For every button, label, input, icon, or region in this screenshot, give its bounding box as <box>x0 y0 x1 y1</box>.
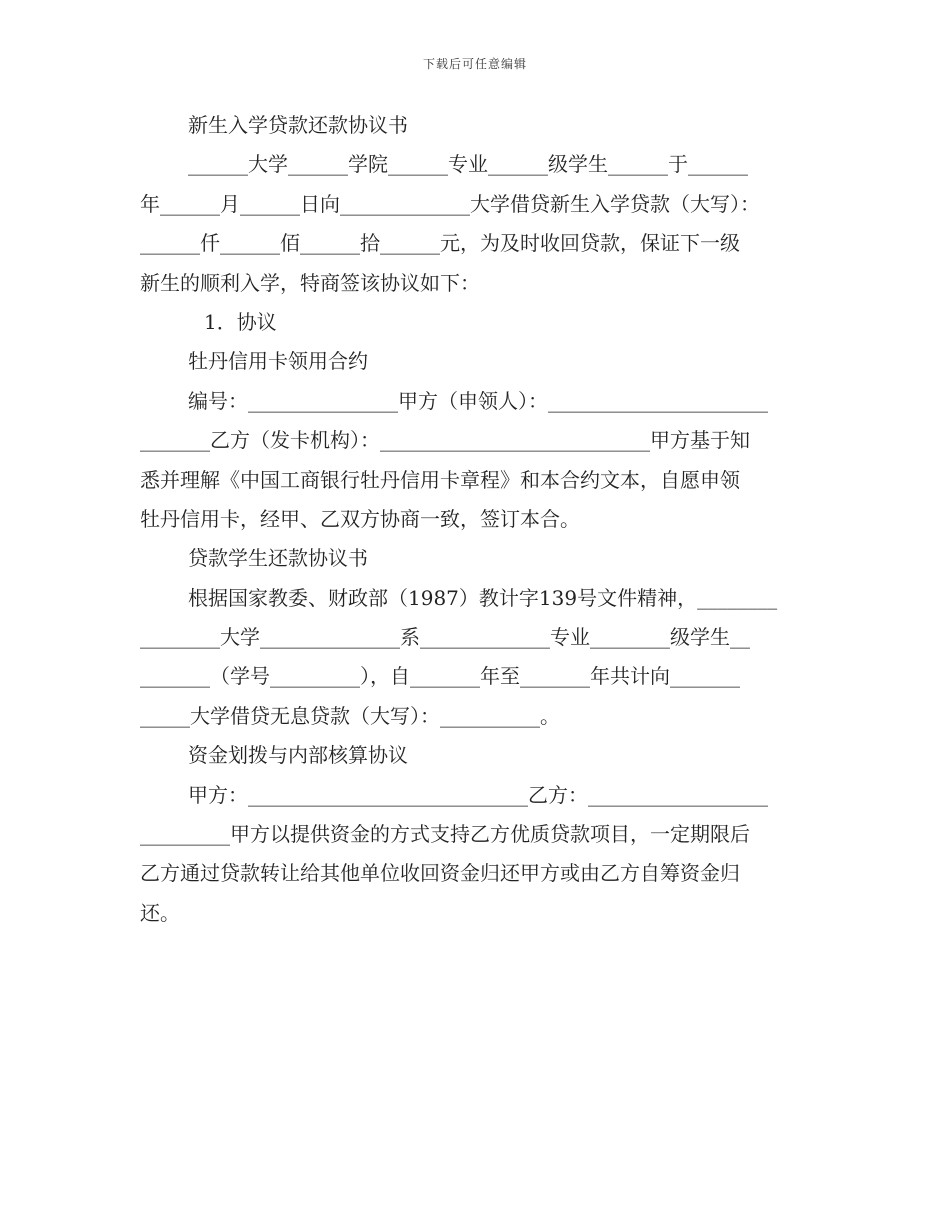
paragraph-line: 编号：_______________甲方（申领人）：______________________ <box>188 388 768 413</box>
paragraph-line: 甲方：____________________________乙方：__________________ <box>188 782 768 807</box>
paragraph-line: 悉并理解《中国工商银行牡丹信用卡章程》和本合约文本，自愿申领 <box>140 467 740 492</box>
paragraph-line: 年______月______日向_____________大学借贷新生入学贷款（大写）： <box>140 191 760 216</box>
paragraph-line: _________甲方以提供资金的方式支持乙方优质贷款项目，一定期限后 <box>140 822 750 847</box>
heading-peony-credit-card-contract: 牡丹信用卡领用合约 <box>188 349 368 374</box>
header-note: 下载后可任意编辑 <box>422 57 527 71</box>
paragraph-line: _____大学借贷无息贷款（大写）：__________。 <box>140 703 560 728</box>
paragraph-line: ________大学______________系_____________专业________级学生__ <box>140 625 750 650</box>
paragraph-line: 新生的顺利入学，特商签该协议如下： <box>140 270 480 295</box>
paragraph-line: 乙方通过贷款转让给其他单位收回资金归还甲方或由乙方自筹资金归 <box>140 861 740 886</box>
section-number-heading: 1．协议 <box>204 309 277 334</box>
heading-enrollment-loan-agreement: 新生入学贷款还款协议书 <box>188 113 408 137</box>
paragraph-line: 根据国家教委、财政部（1987）教计字139号文件精神，________ <box>188 585 778 610</box>
paragraph-line: ______大学______学院______专业______级学生______于______ <box>188 152 748 177</box>
paragraph-line: ______仟______佰______拾______元，为及时收回贷款，保证下一级 <box>140 231 740 256</box>
heading-fund-transfer-agreement: 资金划拨与内部核算协议 <box>188 743 408 768</box>
heading-student-repayment-agreement: 贷款学生还款协议书 <box>188 546 368 571</box>
document-body <box>140 106 808 933</box>
paragraph-line: 牡丹信用卡，经甲、乙双方协商一致，签订本合。 <box>140 506 580 531</box>
paragraph-line: 还。 <box>140 900 180 925</box>
paragraph-line: _______（学号_________），自_______年至_______年共计向_______ <box>140 664 740 689</box>
paragraph-line: _______乙方（发卡机构）：___________________________甲方基于知 <box>140 428 750 453</box>
